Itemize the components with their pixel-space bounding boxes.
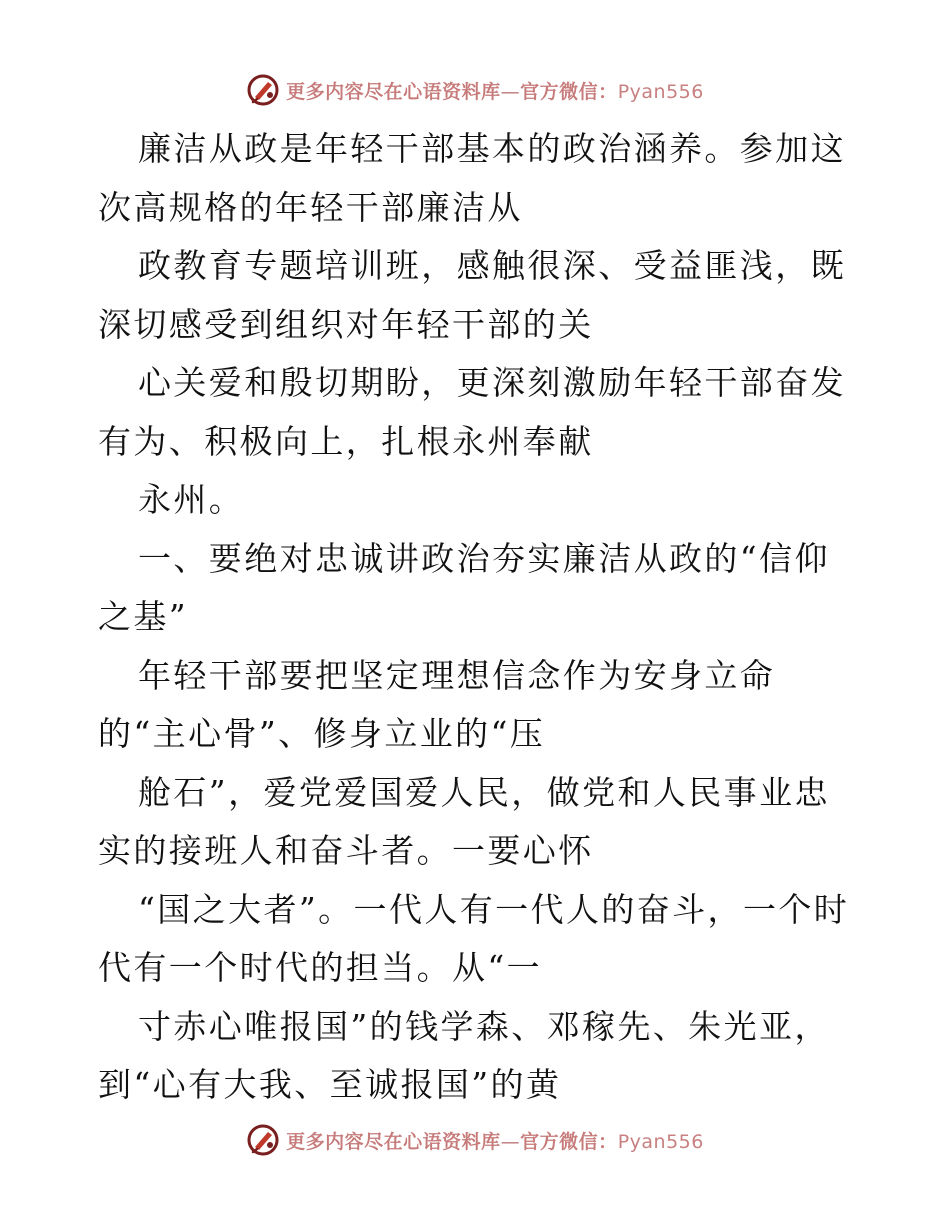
logo-icon (246, 1123, 280, 1157)
logo-icon (246, 73, 280, 107)
paragraph: 政教育专题培训班，感触很深、受益匪浅，既深切感受到组织对年轻干部的关 (98, 246, 846, 344)
paragraph: 心关爱和殷切期盼，更深刻激励年轻干部奋发有为、积极向上，扎根永州奉献 (98, 363, 846, 461)
banner-main-text: 更多内容尽在心语资料库 (286, 80, 501, 103)
paragraph: “国之大者”。一代人有一代人的奋斗，一个时代有一个时代的担当。从“一 (98, 889, 850, 987)
banner-main-text: 更多内容尽在心语资料库 (286, 1130, 501, 1153)
document-body (98, 120, 858, 1115)
banner-text (286, 77, 704, 104)
banner-separator: — (500, 1130, 521, 1153)
banner-account-text: Pyan556 (617, 80, 704, 103)
banner-official-text: 官方微信： (520, 1130, 618, 1153)
banner-separator: — (500, 80, 521, 103)
banner-text (286, 1127, 704, 1154)
paragraph: 寸赤心唯报国”的钱学森、邓稼先、朱光亚，到“心有大我、至诚报国”的黄 (98, 1006, 830, 1104)
section-heading: 一、要绝对忠诚讲政治夯实廉洁从政的“信仰之基” (98, 538, 830, 636)
paragraph: 廉洁从政是年轻干部基本的政治涵养。参加这次高规格的年轻干部廉洁从 (98, 129, 846, 227)
banner-account-text: Pyan556 (617, 1130, 704, 1153)
header-banner (0, 70, 950, 110)
paragraph: 永州。 (138, 480, 245, 519)
paragraph: 舱石”，爱党爱国爱人民，做党和人民事业忠实的接班人和奋斗者。一要心怀 (98, 772, 830, 870)
footer-banner (0, 1120, 950, 1160)
paragraph: 年轻干部要把坚定理想信念作为安身立命的“主心骨”、修身立业的“压 (98, 655, 776, 753)
banner-official-text: 官方微信： (520, 80, 618, 103)
